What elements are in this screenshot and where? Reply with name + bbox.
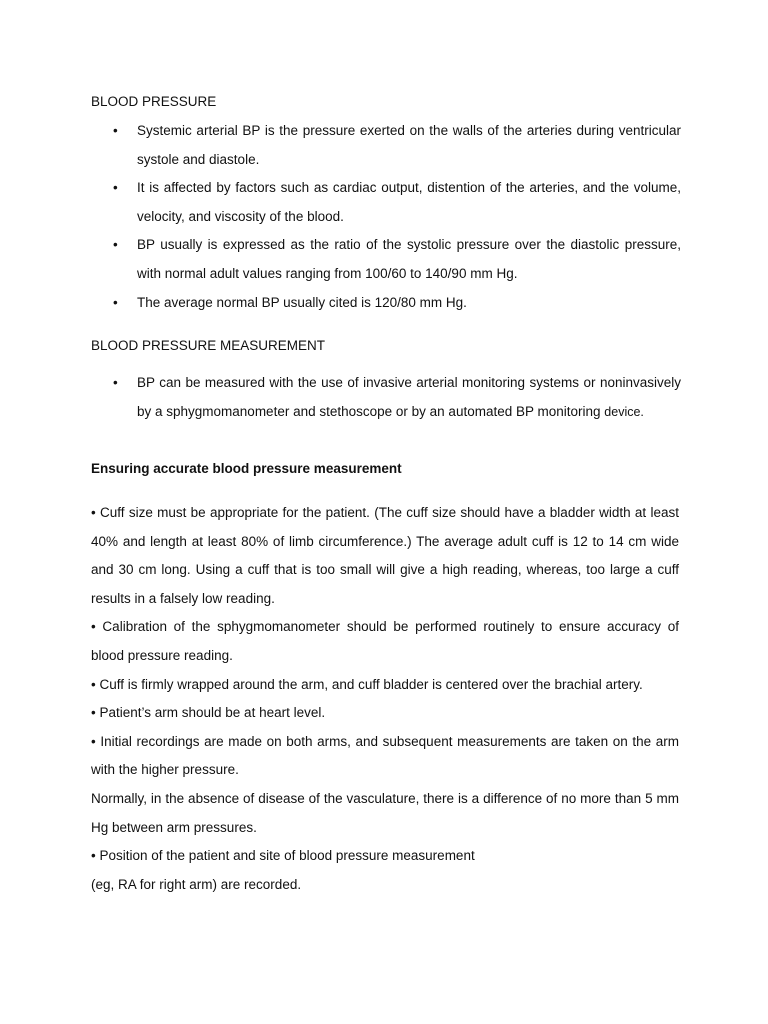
- list-item: [91, 174, 681, 231]
- bullet-icon: •: [113, 180, 118, 196]
- bullet-list-bp-measurement: [91, 369, 681, 426]
- bullet-icon: •: [113, 123, 118, 138]
- list-item-text: It is affected by factors such as cardiac output, distention of the arteries, and the volume, velocity, and viscosity of the blood.: [137, 180, 681, 224]
- section-heading-accurate-measurement: Ensuring accurate blood pressure measurement: [91, 461, 402, 476]
- paragraph: (eg, RA for right arm) are recorded.: [91, 876, 302, 892]
- paragraph: Normally, in the absence of disease of the vasculature, there is a difference of no more than 5 mm Hg between arm pressures.: [91, 790, 679, 835]
- list-item-text: BP usually is expressed as the ratio of the systolic pressure over the diastolic pressure, with normal adult values ranging from 100/60 to 140/90 mm Hg.: [137, 237, 681, 281]
- section-heading-bp-measurement: BLOOD PRESSURE MEASUREMENT: [91, 338, 326, 353]
- bullet-icon: •: [113, 294, 118, 310]
- paragraph: • Position of the patient and site of blood pressure measurement: [91, 848, 475, 864]
- list-item: [91, 231, 681, 288]
- bullet-list-blood-pressure: [91, 117, 681, 317]
- paragraph: • Cuff size must be appropriate for the patient. (The cuff size should have a bladder width at least 40% and length at least 80% of limb circumference.) The average adult cuff is 12 to 14 cm wide and 30 cm long. Using a cuff that is too small will give a high reading, whereas, too large a cuff results in a falsely low reading.: [91, 505, 679, 606]
- section-heading-blood-pressure: BLOOD PRESSURE: [91, 94, 217, 109]
- list-item-text: BP can be measured with the use of invasive arterial monitoring systems or noninvasively by a sphygmomanometer and stethoscope or by an automated BP monitoring: [137, 375, 681, 419]
- list-item: [91, 369, 681, 426]
- list-item-text: Systemic arterial BP is the pressure exerted on the walls of the arteries during ventricular systole and diastole.: [137, 123, 681, 167]
- bullet-icon: •: [113, 375, 118, 390]
- list-item-text: The average normal BP usually cited is 120/80 mm Hg.: [137, 294, 467, 310]
- paragraph: • Initial recordings are made on both arms, and subsequent measurements are taken on the arm with the higher pressure.: [91, 733, 679, 778]
- list-item: [91, 289, 681, 318]
- accurate-measurement-body: [91, 499, 679, 899]
- bullet-icon: •: [113, 237, 118, 253]
- list-item: [91, 117, 681, 174]
- paragraph: • Calibration of the sphygmomanometer should be performed routinely to ensure accuracy of blood pressure reading.: [91, 619, 679, 663]
- list-item-text-tail: device.: [604, 404, 644, 419]
- paragraph: • Patient’s arm should be at heart level.: [91, 705, 326, 721]
- paragraph: • Cuff is firmly wrapped around the arm, and cuff bladder is centered over the brachial artery.: [91, 676, 643, 692]
